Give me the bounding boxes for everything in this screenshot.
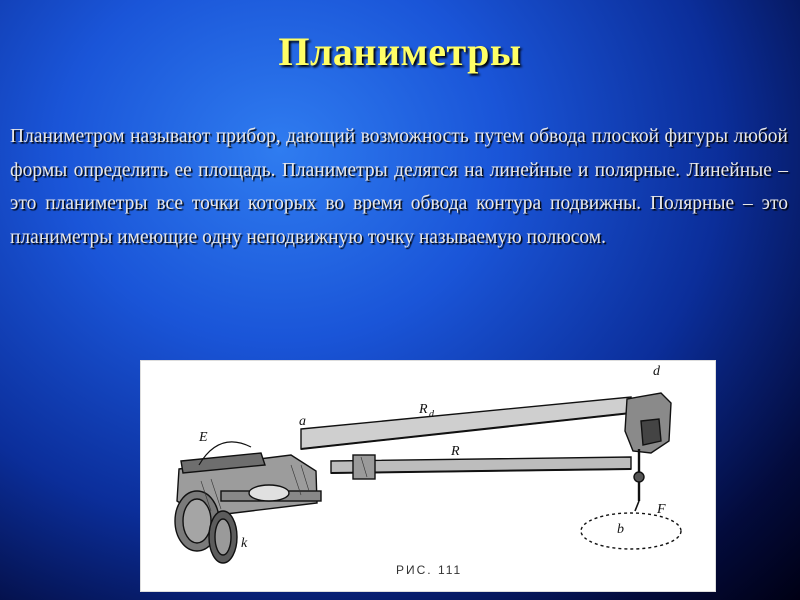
- label-a: a: [299, 414, 306, 429]
- label-r: R: [451, 444, 460, 459]
- traced-contour: [581, 513, 681, 549]
- label-k: k: [241, 536, 248, 551]
- label-f: F: [657, 502, 666, 517]
- label-e: E: [199, 430, 208, 445]
- slide-body-text: Планиметром называют прибор, дающий возможность путем обвода плоской фигуры любой формы определить ее площадь. Планиметры делятся на линейные и полярные. Линейные – это планиметры все точки которых во время обвода контура подвижны. Полярные – это планиметры имеющие одну неподвижную точку называемую полюсом.: [10, 126, 788, 248]
- counter-dial: [249, 485, 289, 501]
- upper-bar: [301, 397, 631, 449]
- slide-title: Планиметры: [278, 29, 522, 74]
- label-rd: R: [419, 402, 428, 417]
- planimeter-figure: [140, 360, 716, 592]
- planimeter-drawing: [141, 361, 715, 591]
- figure-caption: РИС. 111: [396, 563, 463, 577]
- label-rd-sub: d: [429, 409, 434, 420]
- label-d: d: [653, 364, 660, 379]
- label-b: b: [617, 522, 624, 537]
